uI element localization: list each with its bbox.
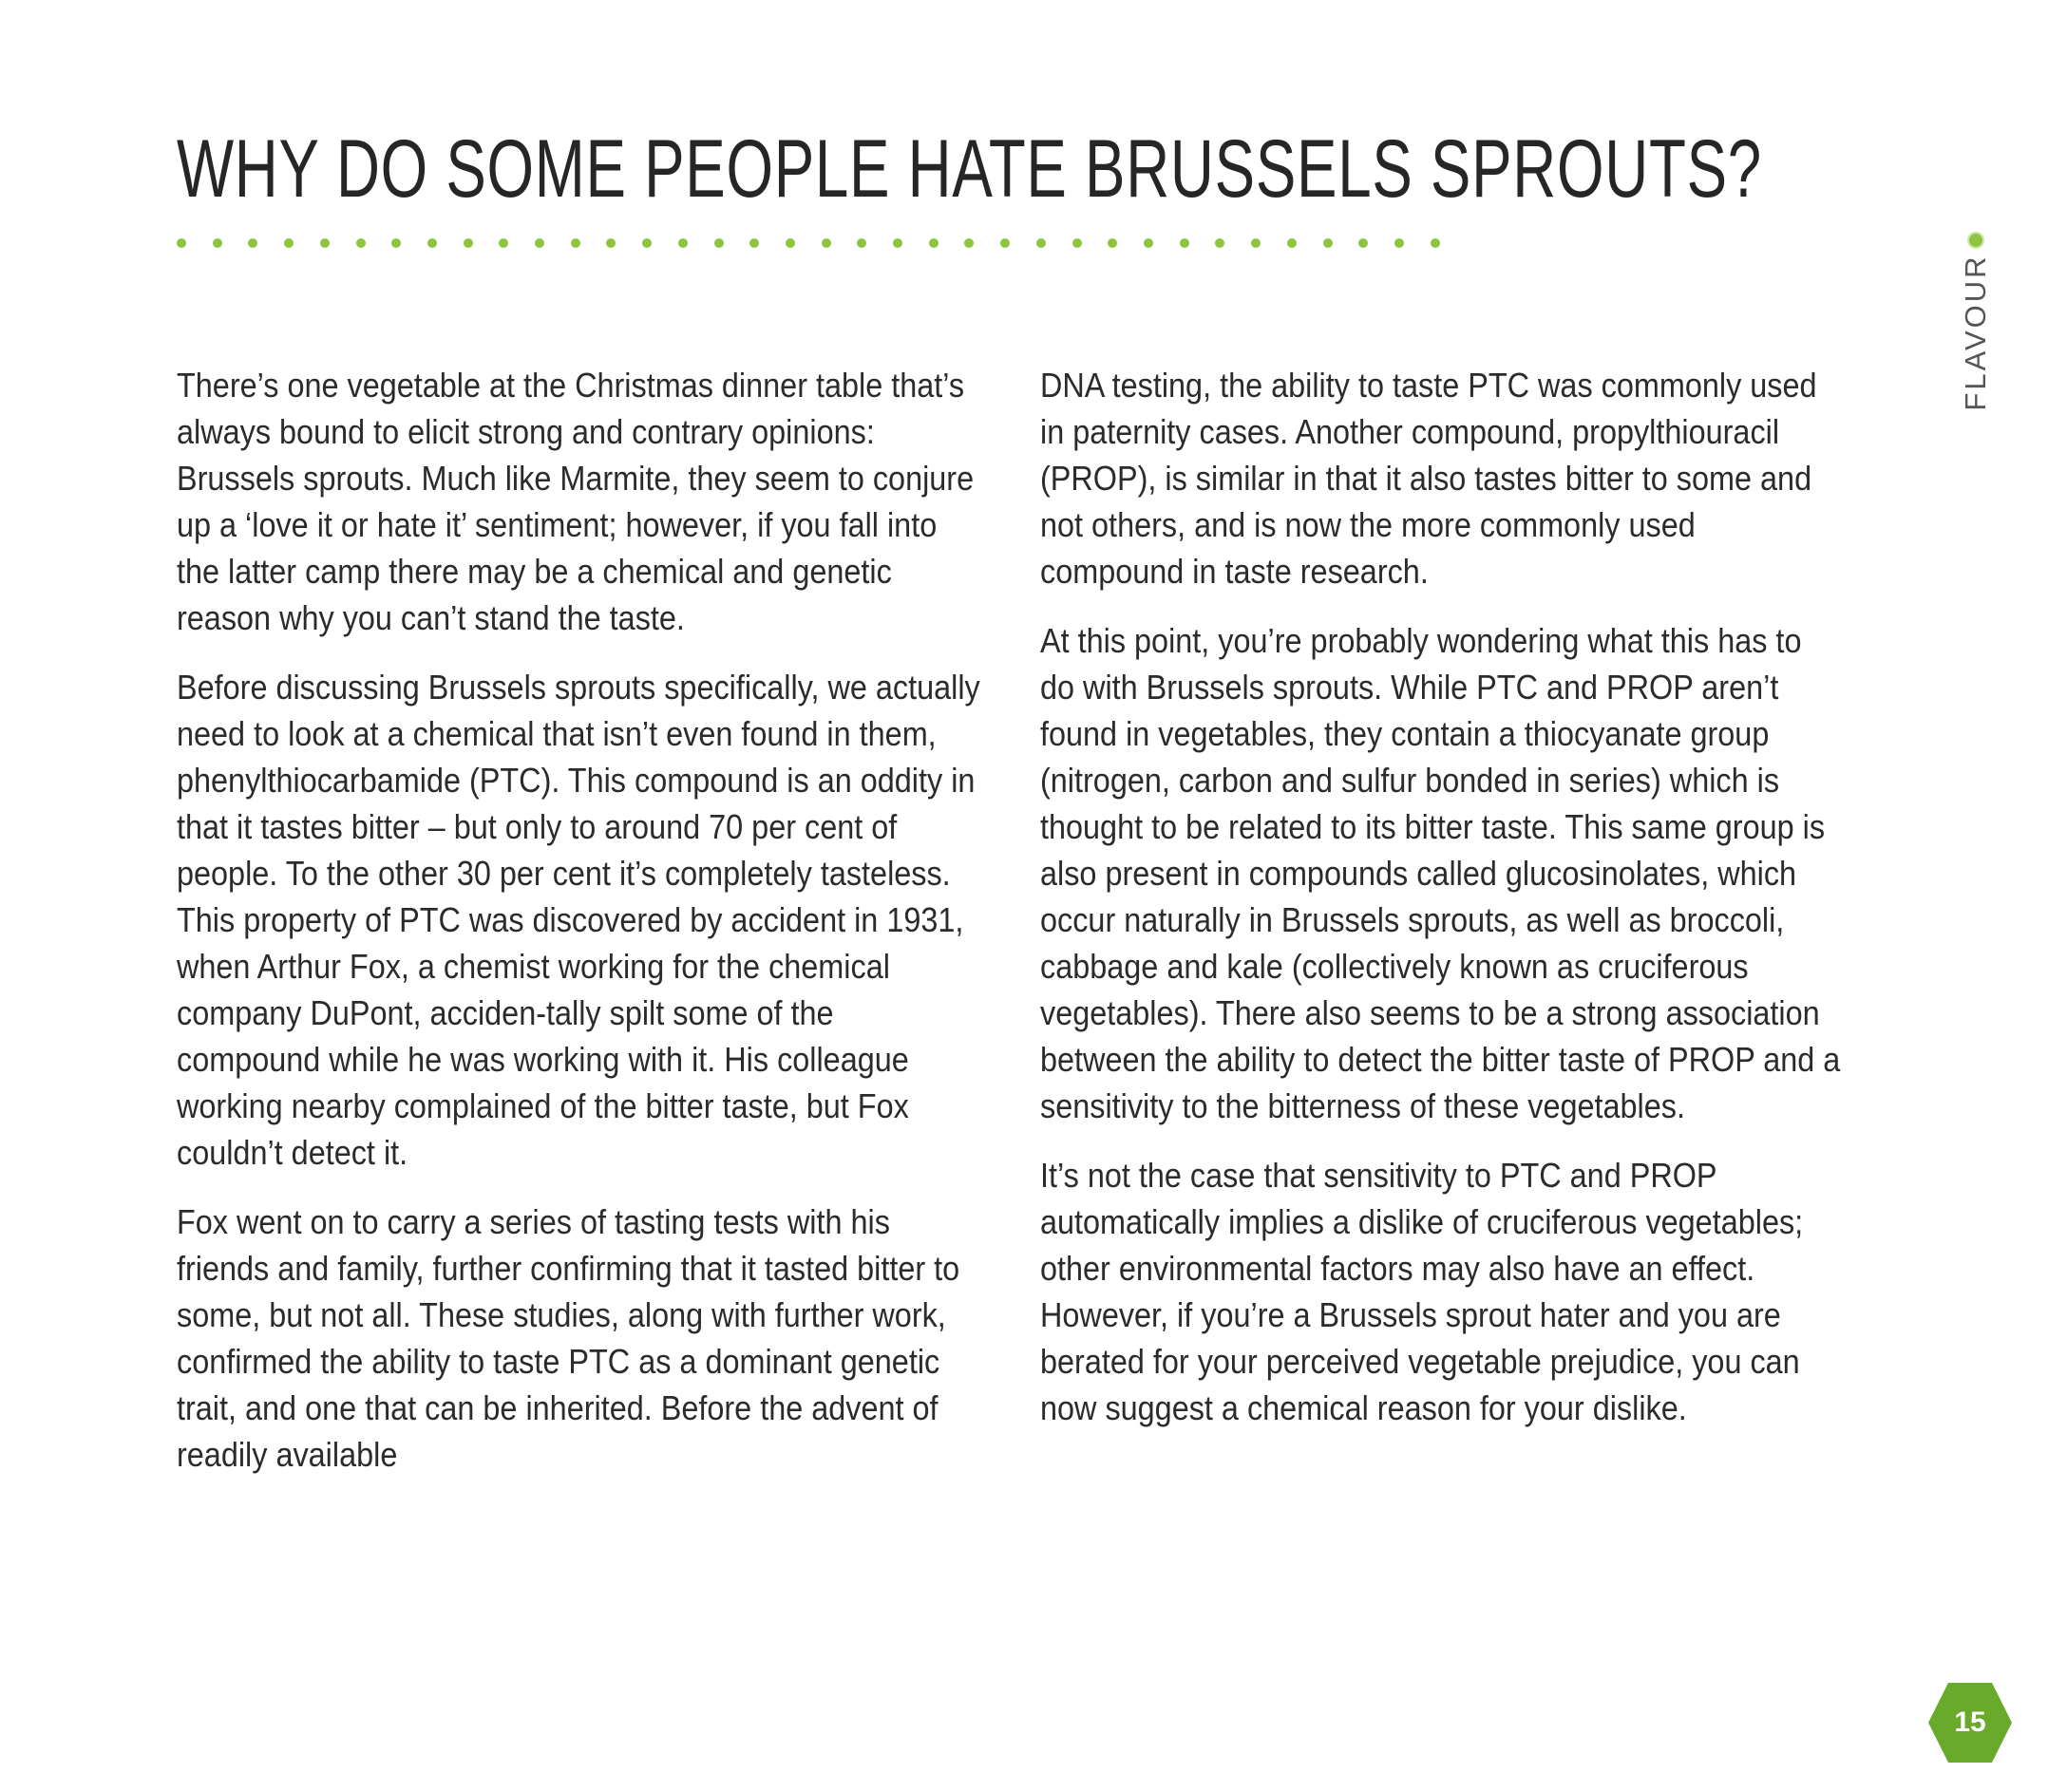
paragraph: DNA testing, the ability to taste PTC was commonly used in paternity cases. Another compound, propylthiouracil (PROP), is similar in that it also tastes bitter to some and not others, and is now the more commonly used compound in taste research. [1040,366,1817,591]
divider-dot [822,238,831,248]
divider-dot [1144,238,1153,248]
divider-dot [749,238,759,248]
divider-dot [929,238,939,248]
divider-dot [1215,238,1224,248]
divider-dot [320,238,330,248]
divider-dot [1394,238,1404,248]
section-tab-label: FLAVOUR [1959,254,1992,411]
section-tab [1957,228,1995,411]
paragraph: Fox went on to carry a series of tasting tests with his friends and family, further confirming that it tasted bitter to some, but not all. These studies, along with further work, confirmed the ability to taste PTC as a dominant genetic trait, and one that can be inherited. Before the advent of readily available [177,1202,960,1474]
divider-dot [535,238,544,248]
divider-dot [786,238,795,248]
divider-dot [391,238,401,248]
left-column [177,362,980,1500]
divider-dot [1108,238,1117,248]
divider-dot [284,238,294,248]
divider-dot [1323,238,1333,248]
divider-dot [213,238,222,248]
divider-dot [427,238,437,248]
divider-dot [571,238,580,248]
divider-dot [964,238,974,248]
divider-dot [1180,238,1189,248]
divider-dot [1000,238,1010,248]
divider-dot [1358,238,1368,248]
dotted-divider [177,236,1440,251]
divider-dot [642,238,652,248]
right-column [1040,362,1844,1454]
divider-dot [464,238,473,248]
page-number: 15 [1954,1707,1986,1738]
divider-dot [248,238,257,248]
divider-dot [177,238,186,248]
divider-dot [499,238,508,248]
paragraph: It’s not the case that sensitivity to PTC and PROP automatically implies a dislike of cruciferous vegetables; other environmental factors may also have an effect. However, if you’re a Brussels sprout hater and you are berated for your perceived vegetable prejudice, you can now suggest a chemical reason for your dislike. [1040,1156,1804,1427]
divider-dot [1072,238,1082,248]
divider-dot [1431,238,1440,248]
divider-dot [606,238,616,248]
divider-dot [714,238,724,248]
divider-dot [1036,238,1046,248]
divider-dot [1287,238,1297,248]
page-title: WHY DO SOME PEOPLE HATE BRUSSELS SPROUTS? [177,123,1762,215]
divider-dot [857,238,866,248]
divider-dot [893,238,902,248]
paragraph: At this point, you’re probably wondering what this has to do with Brussels sprouts. While PTC and PROP aren’t found in vegetables, they contain a thiocyanate group (nitrogen, carbon and sulfur bonded in series) which is thought to be related to its bitter taste. This same group is also present in compounds called glucosinolates, which occur naturally in Brussels sprouts, as well as broccoli, cabbage and kale (collectively known as cruciferous vegetables). There also seems to be a strong association between the ability to detect the bitter taste of PROP and a sensitivity to the bitterness of these vegetables. [1040,621,1841,1125]
divider-dot [356,238,366,248]
sprout-icon [1969,234,1982,247]
paragraph: There’s one vegetable at the Christmas dinner table that’s always bound to elicit strong and contrary opinions: Brussels sprouts. Much like Marmite, they seem to conjure up a ‘love it or hate it’ sentiment; however, if you fall into the latter camp there may be a chemical and genetic reason why you can’t stand the taste. [177,366,975,637]
page-number-badge [1926,1679,2014,1766]
paragraph: Before discussing Brussels sprouts specifically, we actually need to look at a chemical that isn’t even found in them, phenylthiocarbamide (PTC). This compound is an oddity in that it tastes bitter – but only to around 70 per cent of people. To the other 30 per cent it’s completely tasteless. This property of PTC was discovered by accident in 1931, when Arthur Fox, a chemist working for the chemical company DuPont, acciden-tally spilt some of the compound while he was working with it. His colleague working nearby complained of the bitter taste, but Fox couldn’t detect it. [177,668,980,1172]
divider-dot [678,238,688,248]
divider-dot [1251,238,1261,248]
